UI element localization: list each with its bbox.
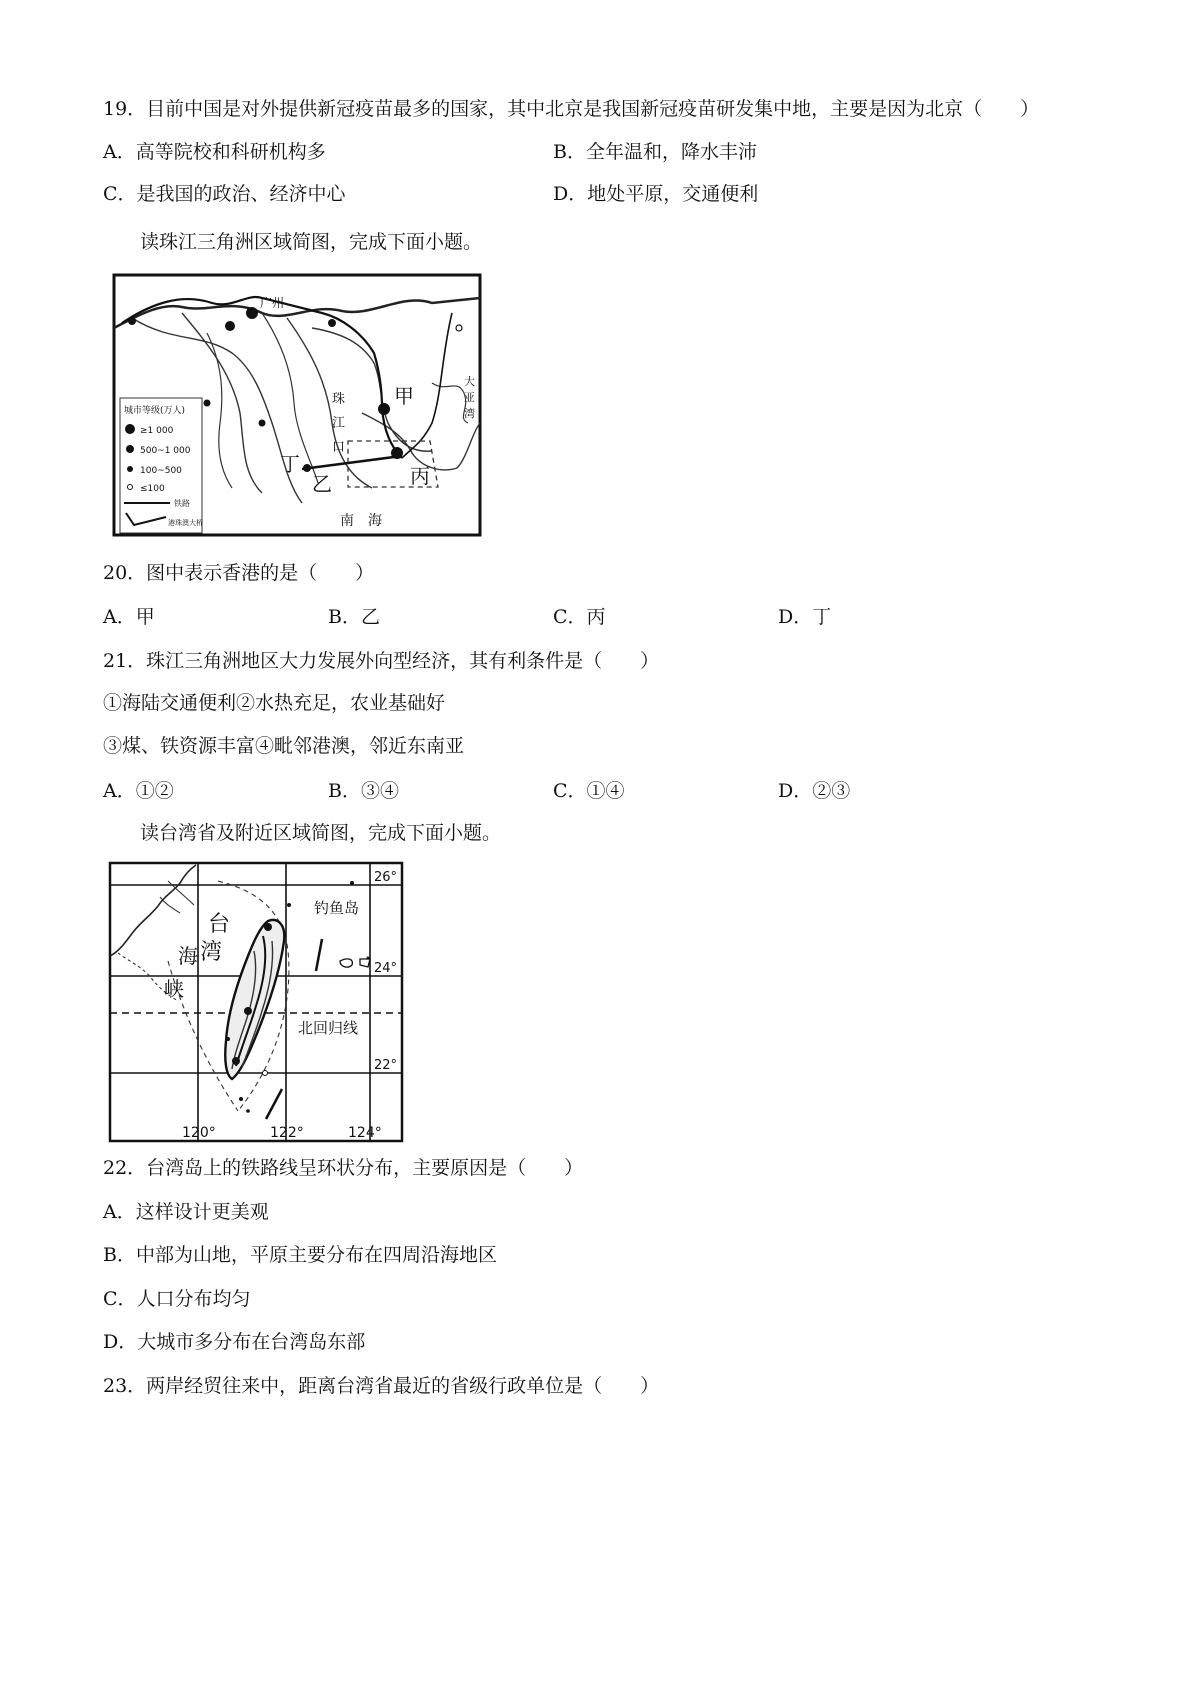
city-guangzhou-label: 广州 (260, 296, 285, 310)
q20-option-c: C．丙 (553, 606, 606, 628)
q19-option-d: D．地处平原，交通便利 (553, 183, 759, 205)
legend-item-4: ≤100 (140, 484, 165, 494)
bay-char-1: 大 (464, 375, 475, 388)
strait-char-2: 湾 (200, 940, 223, 965)
q22-option-d: D．大城市多分布在台湾岛东部 (103, 1331, 366, 1353)
q21-option-d: D．②③ (778, 780, 851, 802)
lon-122-label: 122° (270, 1125, 304, 1141)
label-bing: 丙 (410, 464, 430, 488)
legend-item-1: ≥1 000 (140, 426, 174, 436)
legend-title: 城市等级(万人) (124, 406, 186, 416)
q20-option-a: A．甲 (103, 606, 155, 628)
lat-22-label: 22° (374, 1058, 398, 1073)
strait-char-1: 台 (208, 912, 231, 937)
q22-stem: 22．台湾岛上的铁路线呈环状分布，主要原因是（ ） (103, 1157, 584, 1179)
q19-option-b: B．全年温和，降水丰沛 (553, 141, 757, 163)
legend-item-6: 港珠澳大桥 (168, 519, 203, 527)
taiwan-map (108, 861, 408, 1144)
q19-stem: 19．目前中国是对外提供新冠疫苗最多的国家，其中北京是我国新冠疫苗研发集中地，主要是因为北京（ ） (103, 98, 1040, 120)
label-ding: 丁 (280, 452, 300, 476)
q19-option-a: A．高等院校和科研机构多 (103, 141, 326, 163)
legend-item-2: 500~1 000 (140, 446, 191, 456)
estuary-char-2: 江 (332, 416, 346, 431)
q21-option-c: C．①④ (553, 780, 625, 802)
q21-conditions-line1: ①海陆交通便利②水热充足，农业基础好 (103, 692, 446, 714)
label-yi: 乙 (312, 472, 332, 496)
q20-option-b: B．乙 (328, 606, 380, 628)
q21-stem: 21．珠江三角洲地区大力发展外向型经济，其有利条件是（ ） (103, 650, 660, 672)
label-jia: 甲 (394, 384, 414, 408)
q21-option-b: B．③④ (328, 780, 399, 802)
strait-char-4: 峡 (164, 977, 184, 1001)
tropic-of-cancer-label: 北回归线 (298, 1019, 359, 1037)
estuary-char-1: 珠 (332, 392, 346, 407)
estuary-char-3: 口 (332, 440, 346, 455)
lat-24-label: 24° (374, 961, 398, 976)
q22-option-a: A．这样设计更美观 (103, 1201, 269, 1223)
diaoyu-island-label: 钓鱼岛 (314, 899, 360, 917)
q20-stem: 20．图中表示香港的是（ ） (103, 562, 375, 584)
q21-conditions-line2: ③煤、铁资源丰富④毗邻港澳，邻近东南亚 (103, 735, 465, 757)
bay-char-2: 亚 (464, 391, 475, 404)
prd-intro: 读珠江三角洲区域简图，完成下面小题。 (140, 231, 483, 253)
lat-26-label: 26° (374, 870, 398, 885)
q22-option-c: C．人口分布均匀 (103, 1288, 251, 1310)
pearl-river-delta-map (112, 273, 484, 539)
south-sea-label: 南 海 (340, 513, 382, 529)
q21-option-a: A．①② (103, 780, 174, 802)
bay-char-3: 湾 (464, 407, 475, 420)
q22-option-b: B．中部为山地，平原主要分布在四周沿海地区 (103, 1244, 497, 1266)
strait-char-3: 海 (178, 944, 198, 968)
lon-124-label: 124° (348, 1125, 382, 1141)
legend-item-5: 铁路 (174, 499, 190, 508)
lon-120-label: 120° (182, 1125, 216, 1141)
legend-item-3: 100~500 (140, 466, 182, 476)
q20-option-d: D．丁 (778, 606, 832, 628)
q23-stem: 23．两岸经贸往来中，距离台湾省最近的省级行政单位是（ ） (103, 1375, 660, 1397)
q19-option-c: C．是我国的政治、经济中心 (103, 183, 346, 205)
taiwan-intro: 读台湾省及附近区域简图，完成下面小题。 (140, 822, 502, 844)
